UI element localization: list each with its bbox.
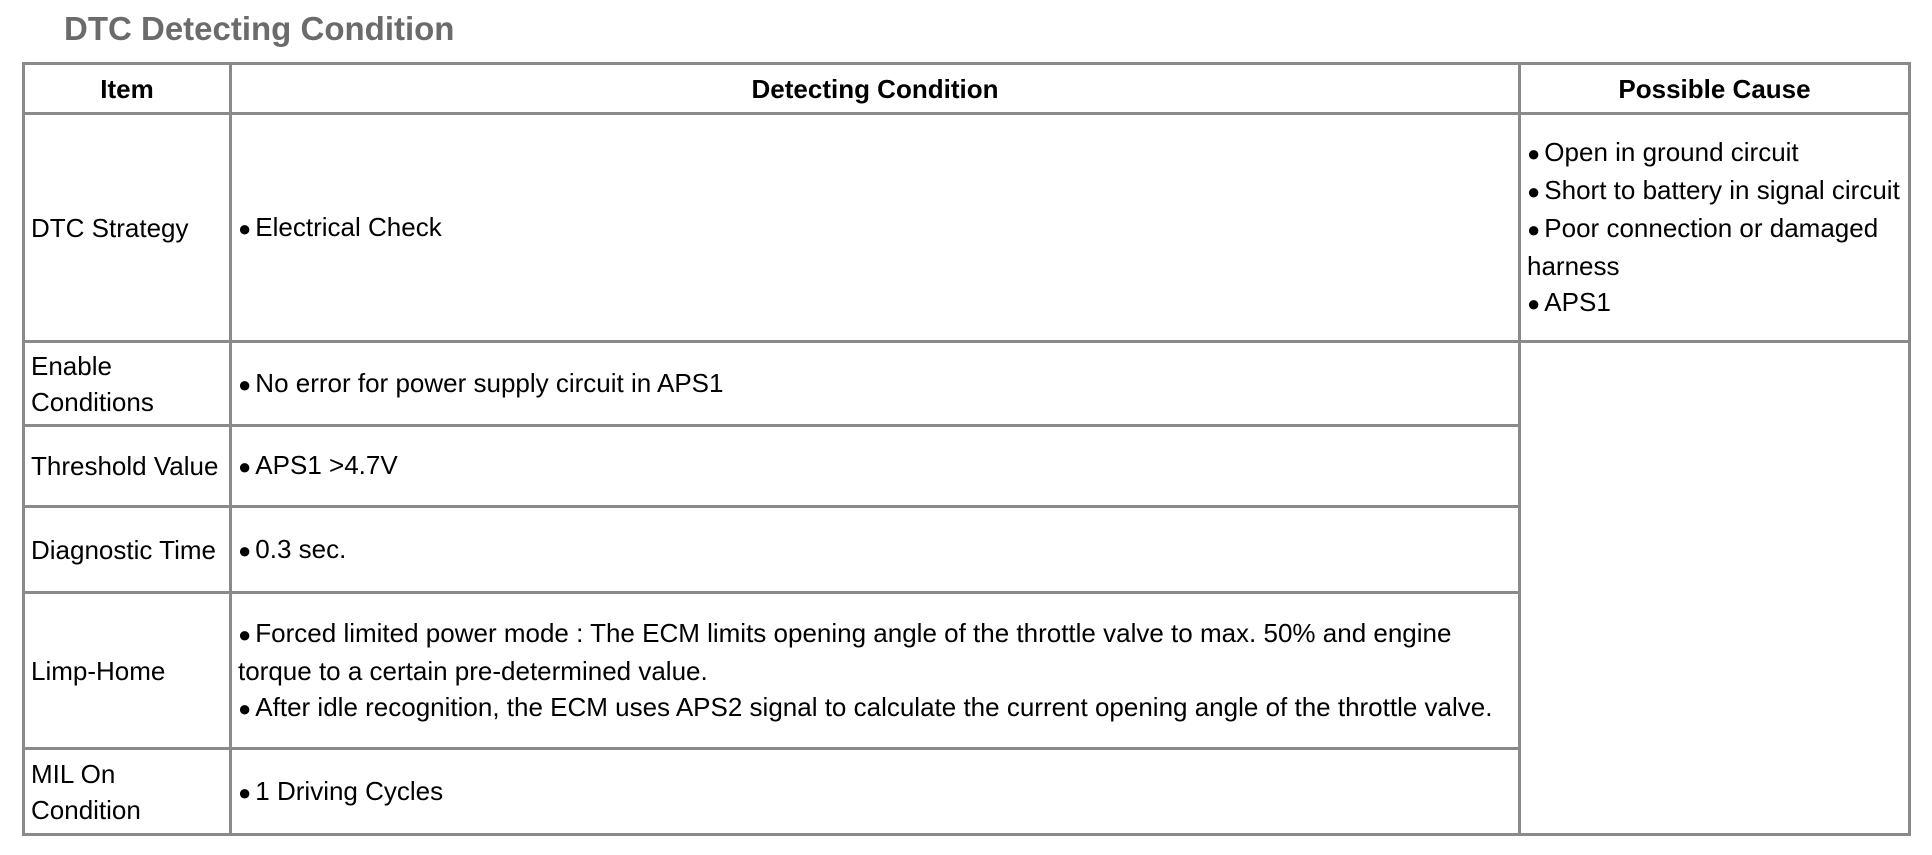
condition-text: APS1 >4.7V [255, 450, 398, 480]
cause-line [1527, 134, 1902, 172]
table-row [24, 342, 1910, 426]
bullet-icon: ● [238, 371, 252, 397]
condition-cell [231, 426, 1520, 507]
condition-cell [231, 507, 1520, 593]
cause-text: Poor connection or damaged harness [1527, 212, 1879, 281]
condition-cell [231, 593, 1520, 749]
condition-cell [231, 342, 1520, 426]
condition-text: No error for power supply circuit in APS1 [255, 367, 724, 398]
condition-line [238, 447, 1512, 485]
item-cell: Threshold Value [24, 426, 231, 507]
header-item: Item [24, 64, 231, 114]
item-cell: DTC Strategy [24, 114, 231, 342]
cause-line [1527, 284, 1902, 322]
condition-text: 0.3 sec. [255, 533, 347, 564]
condition-text: Forced limited power mode : The ECM limits opening angle of the throttle valve to max. 50% and engine torque to a certain pre-determined value. [238, 617, 1452, 686]
bullet-icon: ● [1527, 140, 1541, 166]
possible-cause-cell [1520, 114, 1910, 342]
bullet-icon: ● [238, 537, 252, 563]
cause-text: APS1 [1544, 286, 1611, 317]
bullet-icon: ● [238, 695, 252, 721]
bullet-icon: ● [1527, 216, 1541, 242]
table-row [24, 114, 1910, 342]
cause-line [1527, 172, 1902, 210]
condition-text: After idle recognition, the ECM uses APS2 signal to calculate the current opening angle of the throttle valve. [255, 691, 1493, 722]
item-cell: Limp-Home [24, 593, 231, 749]
empty-cause-cell [1520, 342, 1910, 835]
condition-line [238, 689, 1512, 727]
condition-line [238, 209, 1512, 247]
bullet-icon: ● [1527, 178, 1541, 204]
item-cell: Enable Conditions [24, 342, 231, 426]
condition-cell [231, 114, 1520, 342]
item-cell: MIL On Condition [24, 749, 231, 835]
condition-line [238, 773, 1512, 811]
condition-line [238, 615, 1512, 689]
condition-cell [231, 749, 1520, 835]
condition-line [238, 531, 1512, 569]
table-header-row [24, 64, 1910, 114]
bullet-icon: ● [238, 454, 252, 479]
item-cell: Diagnostic Time [24, 507, 231, 593]
bullet-icon: ● [238, 779, 252, 805]
bullet-icon: ● [238, 621, 252, 647]
header-detecting-condition: Detecting Condition [231, 64, 1520, 114]
header-possible-cause: Possible Cause [1520, 64, 1910, 114]
condition-line [238, 365, 1512, 403]
cause-text: Short to battery in signal circuit [1544, 174, 1900, 205]
condition-text: 1 Driving Cycles [255, 775, 444, 806]
bullet-icon: ● [1527, 290, 1541, 316]
condition-text: Electrical Check [255, 211, 442, 242]
cause-line [1527, 210, 1902, 284]
bullet-icon: ● [238, 215, 252, 241]
dtc-detecting-condition-table [22, 62, 1911, 836]
page-title: DTC Detecting Condition [64, 10, 455, 47]
cause-text: Open in ground circuit [1544, 136, 1799, 167]
